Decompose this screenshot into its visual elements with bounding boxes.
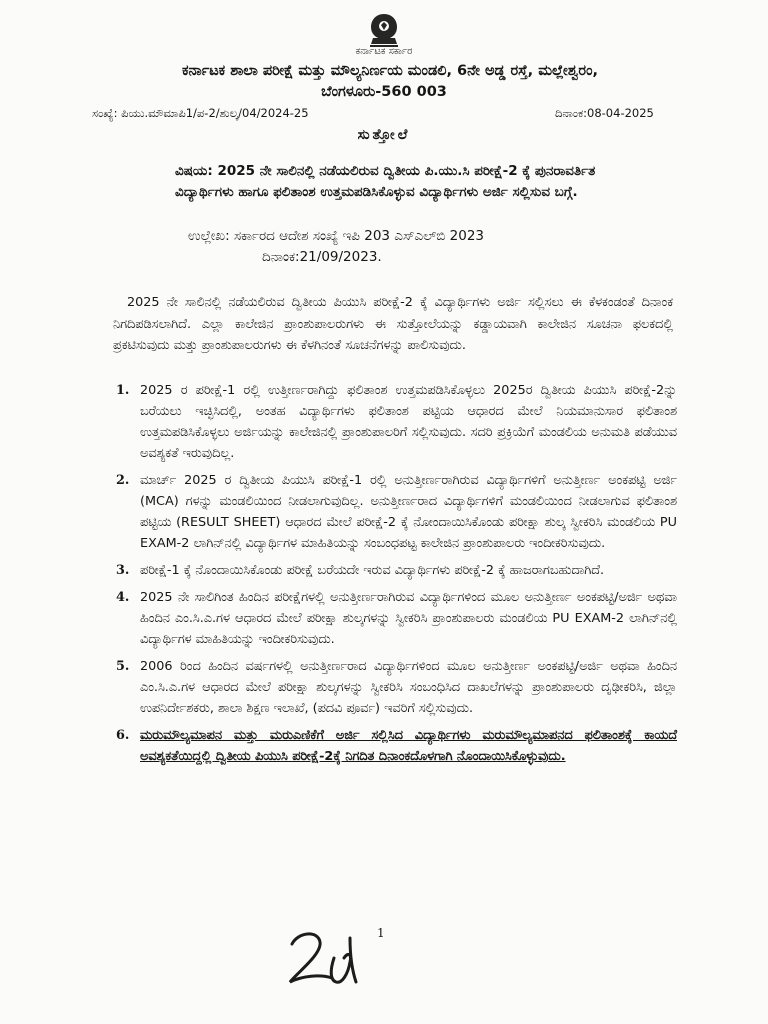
item-text: ಪರೀಕ್ಷೆ-1 ಕ್ಕೆ ನೊಂದಾಯಿಸಿಕೊಂಡು ಪರೀಕ್ಷೆ ಬರೆಯದೇ ಇರುವ ವಿದ್ಯಾರ್ಥಿಗಳು ಪರೀಕ್ಷೆ-2 ಕ್ಕೆ ಹಾಜರಾಗಬಹುದಾಗಿದೆ. [140,563,605,578]
list-item [112,380,677,464]
reference-text: ಉಲ್ಲೇಖ: ಸರ್ಕಾರದ ಆದೇಶ ಸಂಖ್ಯೆ ಇಪಿ 203 ಎಸ್ಎಲ್‌ಬಿ 2023 [188,228,485,244]
instruction-list [112,380,677,773]
circular-title: ಸುತ್ತೋಲೆ [357,127,411,143]
item-number: 6. [116,728,130,743]
handwritten-signature [280,924,370,994]
circular-date: ದಿನಾಂಕ:08-04-2025 [555,106,654,120]
item-number: 4. [116,590,130,605]
list-item [112,470,677,554]
item-number: 1. [116,383,130,398]
board-address-line1: ಕರ್ನಾಟಕ ಶಾಲಾ ಪರೀಕ್ಷೆ ಮತ್ತು ಮೌಲ್ಯನಿರ್ಣಯ ಮಂಡಲಿ, 6ನೇ ಅಡ್ಡ ರಸ್ತೆ, ಮಲ್ಲೇಶ್ವರಂ, [181,63,598,79]
board-address-line2: ಬೆಂಗಳೂರು-560 003 [321,84,447,100]
item-number: 5. [116,659,130,674]
subject-block: ವಿಷಯ: 2025 ನೇ ಸಾಲಿನಲ್ಲಿ ನಡೆಯಲಿರುವ ದ್ವಿತೀಯ ಪಿ.ಯು.ಸಿ ಪರೀಕ್ಷೆ-2 ಕ್ಕೆ ಪುನರಾವರ್ತಿತ ವಿದ್ಯಾರ್ಥಿಗಳು ಹಾಗೂ ಫಲಿತಾಂಶ ಉತ್ತಮಪಡಿಸಿಕೊಳ್ಳುವ ವಿದ್ಯಾರ್ಥಿಗಳು ಅರ್ಜಿ ಸಲ್ಲಿಸುವ ಬಗ್ಗೆ. [175,163,596,200]
item-text: 2025 ರ ಪರೀಕ್ಷೆ-1 ರಲ್ಲಿ ಉತ್ತೀರ್ಣರಾಗಿದ್ದು ಫಲಿತಾಂಶ ಉತ್ತಮಪಡಿಸಿಕೊಳ್ಳಲು 2025ರ ದ್ವಿತೀಯ ಪಿಯುಸಿ ಪರೀಕ್ಷೆ-2ನ್ನು ಬರೆಯಲು ಇಚ್ಛಿಸಿದಲ್ಲಿ, ಅಂತಹ ವಿದ್ಯಾರ್ಥಿಗಳು ಫಲಿತಾಂಶ ಪಟ್ಟಿಯ ಆಧಾರದ ಮೇಲೆ ನಿಯಮಾನುಸಾರ ಫಲಿತಾಂಶ ಉತ್ತಮಪಡಿಸಿಕೊಳ್ಳಲು ಅರ್ಜಿಯನ್ನು ಕಾಲೇಜಿನಲ್ಲಿ ಪ್ರಾಂಶುಪಾಲರಿಗೆ ಸಲ್ಲಿಸುವುದು. ಸದರಿ ಪ್ರಕ್ರಿಯೆಗೆ ಮಂಡಲಿಯ ಅನುಮತಿ ಪಡೆಯುವ ಅವಶ್ಯಕತೆ ಇರುವುದಿಲ್ಲ. [140,383,677,461]
item-text: 2025 ನೇ ಸಾಲಿಗಿಂತ ಹಿಂದಿನ ಪರೀಕ್ಷೆಗಳಲ್ಲಿ ಅನುತ್ತೀರ್ಣರಾಗಿರುವ ವಿದ್ಯಾರ್ಥಿಗಳಿಂದ ಮೂಲ ಅನುತ್ತೀರ್ಣ ಅಂಕಪಟ್ಟಿ/ಅರ್ಜಿ ಅಥವಾ ಹಿಂದಿನ ಎಂ.ಸಿ.ಎ.ಗಳ ಆಧಾರದ ಮೇಲೆ ಪರೀಕ್ಷಾ ಶುಲ್ಕಗಳನ್ನು ಸ್ವೀಕರಿಸಿ ಪ್ರಾಂಶುಪಾಲರು ಮಂಡಲಿಯ PU EXAM-2 ಲಾಗಿನ್‌ನಲ್ಲಿ ವಿದ್ಯಾರ್ಥಿಗಳ ಮಾಹಿತಿಯನ್ನು ಇಂದೀಕರಿಸುವುದು. [140,590,677,647]
list-item [112,587,677,650]
item-text: 2006 ರಿಂದ ಹಿಂದಿನ ವರ್ಷಗಳಲ್ಲಿ ಅನುತ್ತೀರ್ಣರಾದ ವಿದ್ಯಾರ್ಥಿಗಳಿಂದ ಮೂಲ ಅನುತ್ತೀರ್ಣ ಅಂಕಪಟ್ಟಿ/ಅರ್ಜಿ ಅಥವಾ ಹಿಂದಿನ ಎಂ.ಸಿ.ಎ.ಗಳ ಆಧಾರದ ಮೇಲೆ ಪರೀಕ್ಷಾ ಶುಲ್ಕಗಳನ್ನು ಸ್ವೀಕರಿಸಿ ಸಂಬಂಧಿಸಿದ ದಾಖಲೆಗಳನ್ನು ಪ್ರಾಂಶುಪಾಲರು ದೃಢೀಕರಿಸಿ, ಜಿಲ್ಲಾ ಉಪನಿರ್ದೇಶಕರು, ಶಾಲಾ ಶಿಕ್ಷಣ ಇಲಾಖೆ, (ಪದವಿ ಪೂರ್ವ) ಇವರಿಗೆ ಸಲ್ಲಿಸುವುದು. [140,659,677,716]
reference-block [188,226,608,268]
reference-date: ದಿನಾಂಕ:21/09/2023. [262,249,382,265]
list-item [112,656,677,719]
item-number: 3. [116,563,130,578]
item-number: 2. [116,473,130,488]
reference-number: ಸಂಖ್ಯೆ: ಪಿಯು.ಮೌಮಾಪಿ1/ಪ-2/ಶುಲ್ಕ/04/2024-25 [92,106,309,120]
page-number: 1 [377,926,385,940]
intro-paragraph: 2025 ನೇ ಸಾಲಿನಲ್ಲಿ ನಡೆಯಲಿರುವ ದ್ವಿತೀಯ ಪಿಯುಸಿ ಪರೀಕ್ಷೆ-2 ಕ್ಕೆ ವಿದ್ಯಾರ್ಥಿಗಳು ಅರ್ಜಿ ಸಲ್ಲಿಸಲು ಈ ಕೆಳಕಂಡಂತೆ ದಿನಾಂಕ ನಿಗದಿಪಡಿಸಲಾಗಿದೆ. ಎಲ್ಲಾ ಕಾಲೇಜಿನ ಪ್ರಾಂಶುಪಾಲರುಗಳು ಈ ಸುತ್ತೋಲೆಯನ್ನು ಕಡ್ಡಾಯವಾಗಿ ಕಾಲೇಜಿನ ಸೂಚನಾ ಫಲಕದಲ್ಲಿ ಪ್ರಕಟಿಸುವುದು ಮತ್ತು ಪ್ರಾಂಶುಪಾಲರುಗಳು ಈ ಕೆಳಗಿನಂತೆ ಸೂಚನೆಗಳನ್ನು ಪಾಲಿಸುವುದು. [113,295,673,353]
item-text: ಮರುಮೌಲ್ಯಮಾಪನ ಮತ್ತು ಮರುಎಣಿಕೆಗೆ ಅರ್ಜಿ ಸಲ್ಲಿಸಿದ ವಿದ್ಯಾರ್ಥಿಗಳು ಮರುಮೌಲ್ಯಮಾಪನದ ಫಲಿತಾಂಶಕ್ಕೆ ಕಾಯದೆ ಅವಶ್ಯಕತೆಯಿದ್ದಲ್ಲಿ ದ್ವಿತೀಯ ಪಿಯುಸಿ ಪರೀಕ್ಷೆ-2ಕ್ಕೆ ನಿಗದಿತ ದಿನಾಂಕದೊಳಗಾಗಿ ನೊಂದಾಯಿಸಿಕೊಳ್ಳುವುದು. [140,728,677,764]
government-emblem-icon [367,12,401,48]
government-label: ಕರ್ನಾಟಕ ಸರ್ಕಾರ [355,46,413,57]
item-text: ಮಾರ್ಚ್ 2025 ರ ದ್ವಿತೀಯ ಪಿಯುಸಿ ಪರೀಕ್ಷೆ-1 ರಲ್ಲಿ ಅನುತ್ತೀರ್ಣರಾಗಿರುವ ವಿದ್ಯಾರ್ಥಿಗಳಿಗೆ ಅನುತ್ತೀರ್ಣ ಅಂಕಪಟ್ಟಿ ಅರ್ಜಿ (MCA) ಗಳನ್ನು ಮಂಡಲಿಯಿಂದ ನೀಡಲಾಗುವುದಿಲ್ಲ. ಅನುತ್ತೀರ್ಣರಾದ ವಿದ್ಯಾರ್ಥಿಗಳಿಗೆ ಮಂಡಲಿಯಿಂದ ನೀಡಲಾಗುವ ಫಲಿತಾಂಶ ಪಟ್ಟಿಯ (RESULT SHEET) ಆಧಾರದ ಮೇಲೆ ಪರೀಕ್ಷೆ-2 ಕ್ಕೆ ನೋಂದಾಯಿಸಿಕೊಂಡು ಪರೀಕ್ಷಾ ಶುಲ್ಕ ಸ್ವೀಕರಿಸಿ ಮಂಡಲಿಯ PU EXAM-2 ಲಾಗಿನ್‌ನಲ್ಲಿ ವಿದ್ಯಾರ್ಥಿಗಳ ಮಾಹಿತಿಯನ್ನು ಸಂಬಂಧಪಟ್ಟ ಕಾಲೇಜಿನ ಪ್ರಾಂಶುಪಾಲರು ಇಂದೀಕರಿಸುವುದು. [140,473,677,551]
list-item [112,725,677,767]
list-item [112,560,677,581]
